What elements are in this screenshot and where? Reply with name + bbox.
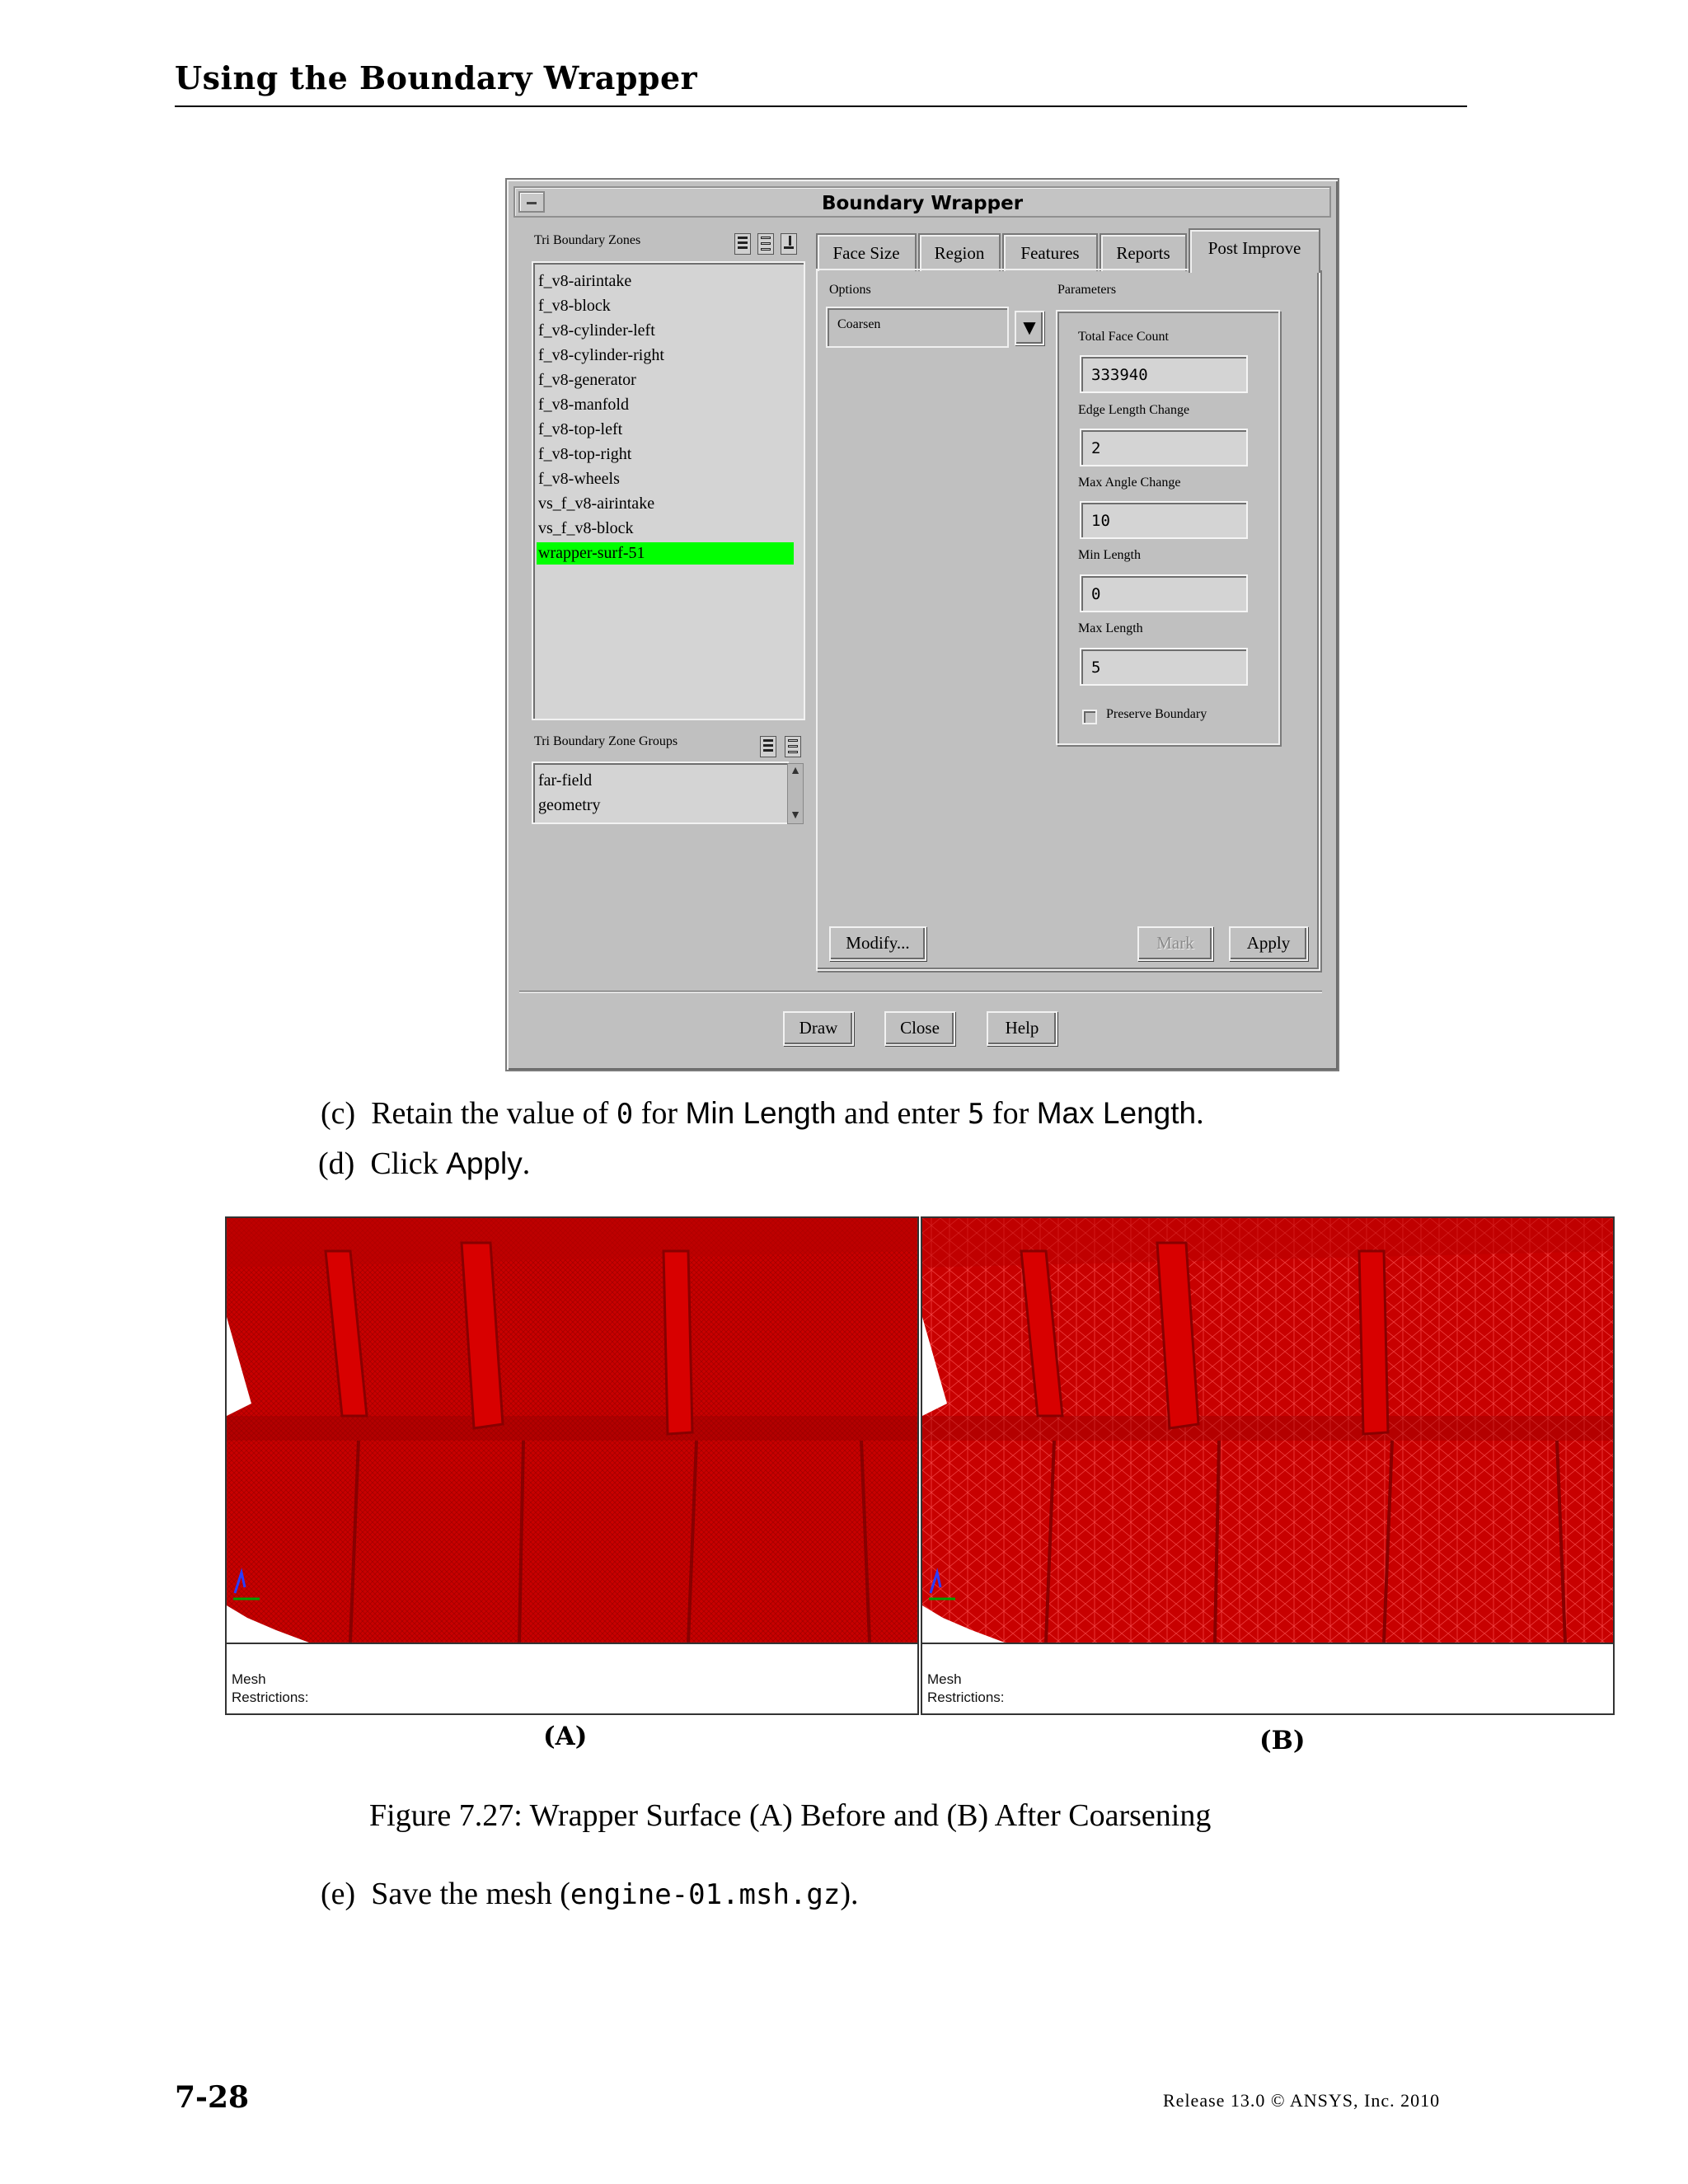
- step-e: [321, 1876, 859, 1912]
- list-item[interactable]: f_v8-generator: [538, 371, 636, 389]
- groups-deselect-all-icon[interactable]: [785, 736, 801, 757]
- groups-scrollbar[interactable]: [787, 763, 804, 824]
- edge-length-change-label: Edge Length Change: [1078, 403, 1190, 417]
- step-value: 0: [616, 1098, 634, 1131]
- tab-reports[interactable]: Reports: [1100, 233, 1187, 271]
- page-number: 7-28: [175, 2080, 250, 2115]
- list-item[interactable]: f_v8-airintake: [538, 272, 632, 290]
- dropdown-arrow-icon[interactable]: ▼: [1015, 311, 1044, 345]
- scroll-up-icon[interactable]: ▲: [790, 765, 801, 777]
- release-footer: Release 13.0 © ANSYS, Inc. 2010: [1163, 2090, 1441, 2111]
- step-text: Retain the value of: [371, 1096, 617, 1131]
- sort-list-icon[interactable]: [781, 233, 797, 255]
- tri-boundary-zones-label: Tri Boundary Zones: [534, 233, 641, 247]
- step-text: ).: [840, 1877, 859, 1911]
- preserve-boundary-checkbox[interactable]: [1082, 710, 1097, 724]
- mesh-image-before: [225, 1216, 919, 1715]
- options-dropdown-value: Coarsen: [837, 317, 881, 331]
- min-length-label: Min Length: [1078, 548, 1141, 562]
- list-item[interactable]: f_v8-top-right: [538, 445, 632, 463]
- list-item[interactable]: vs_f_v8-airintake: [538, 494, 655, 513]
- zone-groups-list[interactable]: [532, 762, 789, 824]
- step-d: [318, 1146, 530, 1182]
- tab-features[interactable]: Features: [1002, 233, 1098, 271]
- status-line: Restrictions:: [927, 1690, 1005, 1705]
- mesh-image-after: [921, 1216, 1615, 1715]
- draw-button[interactable]: Draw: [783, 1011, 854, 1046]
- edge-length-change-value: 2: [1091, 439, 1101, 457]
- dialog-separator: [519, 991, 1322, 993]
- status-line: Mesh: [927, 1671, 962, 1687]
- total-face-count-label: Total Face Count: [1078, 330, 1169, 344]
- list-item[interactable]: vs_f_v8-block: [538, 519, 634, 537]
- figure-label-a: (A): [543, 1722, 588, 1751]
- step-text: Click: [370, 1146, 447, 1181]
- mesh-status-text: [927, 1671, 1005, 1707]
- mesh-render-after: [922, 1218, 1613, 1643]
- step-text: .: [1196, 1096, 1204, 1131]
- step-text: and enter: [836, 1096, 968, 1131]
- list-item[interactable]: f_v8-top-left: [538, 420, 623, 438]
- dialog-title: Boundary Wrapper: [821, 193, 1024, 214]
- options-dropdown[interactable]: [826, 307, 1009, 348]
- max-length-value: 5: [1091, 658, 1101, 677]
- file-name: engine-01.msh.gz: [570, 1878, 841, 1911]
- tri-boundary-zone-groups-label: Tri Boundary Zone Groups: [534, 734, 678, 748]
- max-angle-change-value: 10: [1091, 512, 1110, 530]
- gui-term: Apply: [446, 1146, 523, 1180]
- preserve-boundary-label: Preserve Boundary: [1106, 707, 1207, 721]
- page-header-title: Using the Boundary Wrapper: [175, 59, 698, 96]
- max-length-label: Max Length: [1078, 621, 1143, 635]
- gui-term: Min Length: [685, 1096, 837, 1130]
- modify-button[interactable]: Modify...: [829, 926, 926, 961]
- gui-term: Max Length: [1036, 1096, 1197, 1130]
- help-button[interactable]: Help: [987, 1011, 1057, 1046]
- min-length-value: 0: [1091, 585, 1101, 603]
- deselect-all-icon[interactable]: [757, 233, 774, 255]
- list-item[interactable]: far-field: [538, 771, 593, 790]
- list-item[interactable]: geometry: [538, 796, 601, 814]
- mesh-status-text: [232, 1671, 309, 1707]
- list-item[interactable]: f_v8-block: [538, 297, 611, 315]
- dialog-titlebar[interactable]: [513, 186, 1331, 218]
- list-item[interactable]: f_v8-cylinder-right: [538, 346, 664, 364]
- status-line: Restrictions:: [232, 1690, 309, 1705]
- mark-button[interactable]: Mark: [1137, 926, 1213, 961]
- scroll-down-icon[interactable]: ▼: [790, 809, 801, 822]
- max-length-field[interactable]: [1080, 648, 1248, 686]
- step-marker: (d): [318, 1146, 355, 1181]
- figure-caption: Figure 7.27: Wrapper Surface (A) Before and (B) After Coarsening: [369, 1798, 1212, 1833]
- parameters-label: Parameters: [1057, 283, 1117, 297]
- step-marker: (c): [321, 1096, 356, 1131]
- tab-face-size[interactable]: Face Size: [816, 233, 917, 271]
- step-c: [321, 1095, 1204, 1132]
- apply-button[interactable]: Apply: [1229, 926, 1308, 961]
- status-line: Mesh: [232, 1671, 266, 1687]
- total-face-count-field: [1080, 355, 1248, 393]
- figure-label-b: (B): [1259, 1726, 1306, 1755]
- total-face-count-value: 333940: [1091, 366, 1148, 384]
- tri-boundary-zones-list[interactable]: [532, 261, 805, 720]
- select-all-icon[interactable]: [734, 233, 751, 255]
- close-button[interactable]: Close: [884, 1011, 955, 1046]
- tab-region[interactable]: Region: [918, 233, 1001, 271]
- status-separator: [227, 1643, 917, 1644]
- list-item-selected[interactable]: wrapper-surf-51: [537, 542, 794, 565]
- step-value: 5: [967, 1098, 985, 1131]
- max-angle-change-label: Max Angle Change: [1078, 476, 1181, 490]
- options-label: Options: [829, 283, 871, 297]
- max-angle-change-field[interactable]: [1080, 501, 1248, 539]
- min-length-field[interactable]: [1080, 574, 1248, 612]
- list-item[interactable]: f_v8-wheels: [538, 470, 620, 488]
- groups-select-all-icon[interactable]: [760, 736, 776, 757]
- status-separator: [922, 1643, 1613, 1644]
- step-text: for: [633, 1096, 686, 1131]
- step-marker: (e): [321, 1877, 356, 1911]
- tab-post-improve[interactable]: Post Improve: [1189, 228, 1320, 273]
- list-item[interactable]: f_v8-manfold: [538, 396, 629, 414]
- list-item[interactable]: f_v8-cylinder-left: [538, 321, 655, 340]
- step-text: Save the mesh (: [371, 1877, 570, 1911]
- header-rule: [175, 105, 1467, 107]
- mesh-render-before: [227, 1218, 917, 1643]
- edge-length-change-field[interactable]: [1080, 429, 1248, 466]
- step-text: for: [984, 1096, 1037, 1131]
- step-text: .: [522, 1146, 531, 1181]
